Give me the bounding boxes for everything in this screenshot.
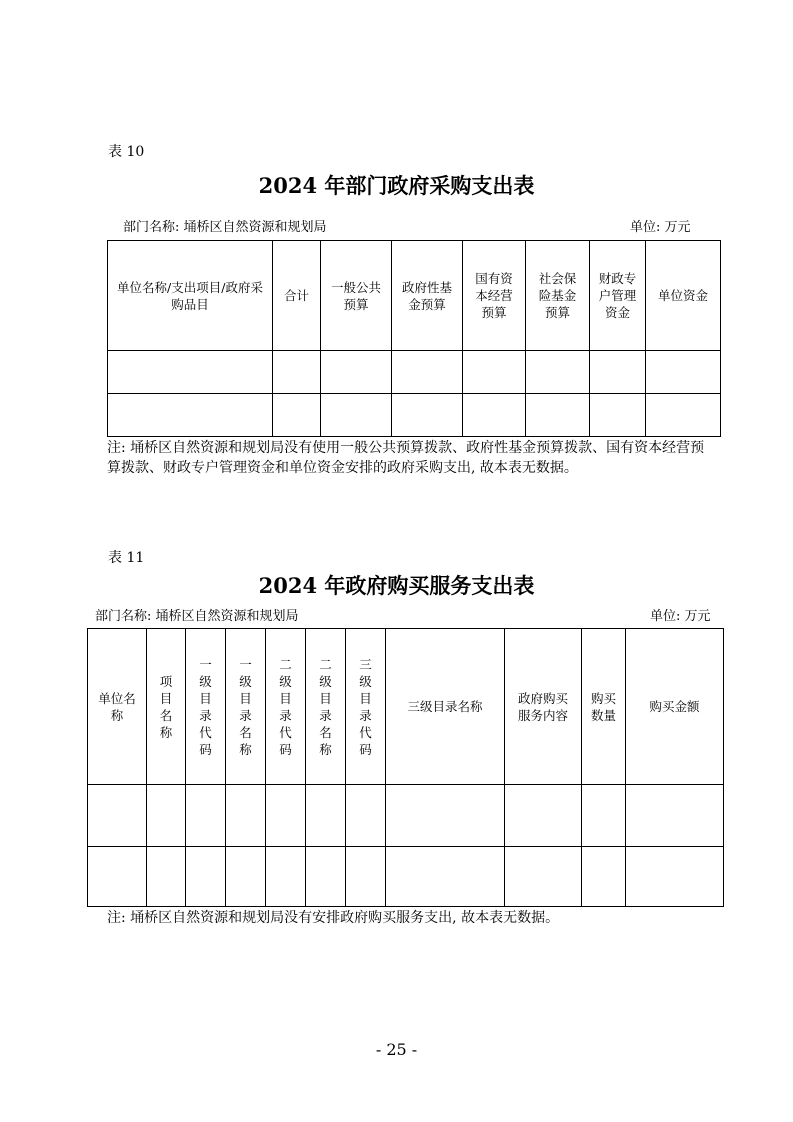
table10-dept: 部门名称: 埇桥区自然资源和规划局 xyxy=(123,220,327,235)
table10-label: 表 10 xyxy=(108,144,145,160)
header-text: 项目名称 xyxy=(159,673,173,740)
table10 xyxy=(107,240,721,437)
table10-header-cell: 单位资金 xyxy=(646,241,721,351)
table-cell xyxy=(306,847,346,907)
table-cell xyxy=(646,394,721,437)
table-cell xyxy=(505,785,582,847)
table-row xyxy=(108,351,721,394)
table-cell xyxy=(526,351,590,394)
table-cell xyxy=(590,394,646,437)
table11-note: 注: 埇桥区自然资源和规划局没有安排政府购买服务支出, 故本表无数据。 xyxy=(107,910,560,926)
table11-header-cell xyxy=(88,629,147,785)
table10-unit: 单位: 万元 xyxy=(630,220,691,235)
table-cell xyxy=(590,351,646,394)
header-text: 三级目录代码 xyxy=(359,656,372,757)
table10-header-cell: 单位名称/支出项目/政府采购品目 xyxy=(108,241,273,351)
table11 xyxy=(87,628,724,907)
table10-header-cell: 财政专户管理资金 xyxy=(590,241,646,351)
table11-header-cell xyxy=(226,629,266,785)
table-cell xyxy=(186,785,226,847)
table-cell xyxy=(392,351,463,394)
table-cell xyxy=(266,785,306,847)
table-cell xyxy=(186,847,226,907)
table-cell xyxy=(626,785,724,847)
table10-note: 注: 埇桥区自然资源和规划局没有使用一般公共预算拨款、政府性基金预算拨款、国有资本经营预算拨款、财政专户管理资金和单位资金安排的政府采购支出, 故本表无数据。 xyxy=(107,440,705,476)
table-cell xyxy=(266,847,306,907)
table-cell xyxy=(226,847,266,907)
header-text: 三级目录名称 xyxy=(407,699,483,714)
table-cell xyxy=(463,394,526,437)
table11-header-cell xyxy=(186,629,226,785)
table-cell xyxy=(226,785,266,847)
table11-header-cell xyxy=(582,629,626,785)
table-cell xyxy=(582,785,626,847)
page-number: - 25 - xyxy=(375,1040,418,1059)
table10-title: 2024 年部门政府采购支出表 xyxy=(258,173,535,198)
table-cell xyxy=(646,351,721,394)
table-cell xyxy=(346,847,386,907)
header-text: 购买数量 xyxy=(590,690,616,723)
table-cell xyxy=(392,394,463,437)
header-text: 二级目录名称 xyxy=(319,656,332,757)
table10-header-cell: 合计 xyxy=(273,241,321,351)
table-cell xyxy=(526,394,590,437)
table-cell xyxy=(321,394,392,437)
table-row xyxy=(88,785,724,847)
table10-header-cell: 国有资本经营预算 xyxy=(463,241,526,351)
table-cell xyxy=(386,785,505,847)
table-cell xyxy=(321,351,392,394)
header-text: 单位名称 xyxy=(98,690,136,723)
table-cell xyxy=(108,351,273,394)
table-cell xyxy=(306,785,346,847)
header-text: 二级目录代码 xyxy=(279,656,292,757)
table-cell xyxy=(147,785,186,847)
table10-header-cell: 一般公共预算 xyxy=(321,241,392,351)
table10-header-row xyxy=(108,241,721,351)
table-cell xyxy=(108,394,273,437)
table11-header-cell xyxy=(626,629,724,785)
table11-header-cell xyxy=(266,629,306,785)
header-text: 一级目录代码 xyxy=(199,656,212,757)
table-cell xyxy=(88,847,147,907)
table11-unit: 单位: 万元 xyxy=(650,609,711,624)
table11-header-row xyxy=(88,629,724,785)
table-cell xyxy=(88,785,147,847)
table-cell xyxy=(463,351,526,394)
table-cell xyxy=(147,847,186,907)
header-text: 政府购买服务内容 xyxy=(517,690,568,723)
table-cell xyxy=(582,847,626,907)
table11-dept: 部门名称: 埇桥区自然资源和规划局 xyxy=(95,609,299,624)
table11-header-cell xyxy=(147,629,186,785)
table-cell xyxy=(346,785,386,847)
table11-header-cell xyxy=(346,629,386,785)
table11-header-cell xyxy=(386,629,505,785)
header-text: 购买金额 xyxy=(649,699,700,714)
table-cell xyxy=(626,847,724,907)
header-text: 一级目录名称 xyxy=(239,656,252,757)
table11-title: 2024 年政府购买服务支出表 xyxy=(258,573,535,598)
table-cell xyxy=(273,351,321,394)
table-row xyxy=(108,394,721,437)
table-cell xyxy=(386,847,505,907)
table11-header-cell xyxy=(306,629,346,785)
table11-header-cell xyxy=(505,629,582,785)
table-cell xyxy=(273,394,321,437)
table11-label: 表 11 xyxy=(108,550,145,566)
table10-header-cell: 社会保险基金预算 xyxy=(526,241,590,351)
table10-header-cell: 政府性基金预算 xyxy=(392,241,463,351)
table-cell xyxy=(505,847,582,907)
table-row xyxy=(88,847,724,907)
